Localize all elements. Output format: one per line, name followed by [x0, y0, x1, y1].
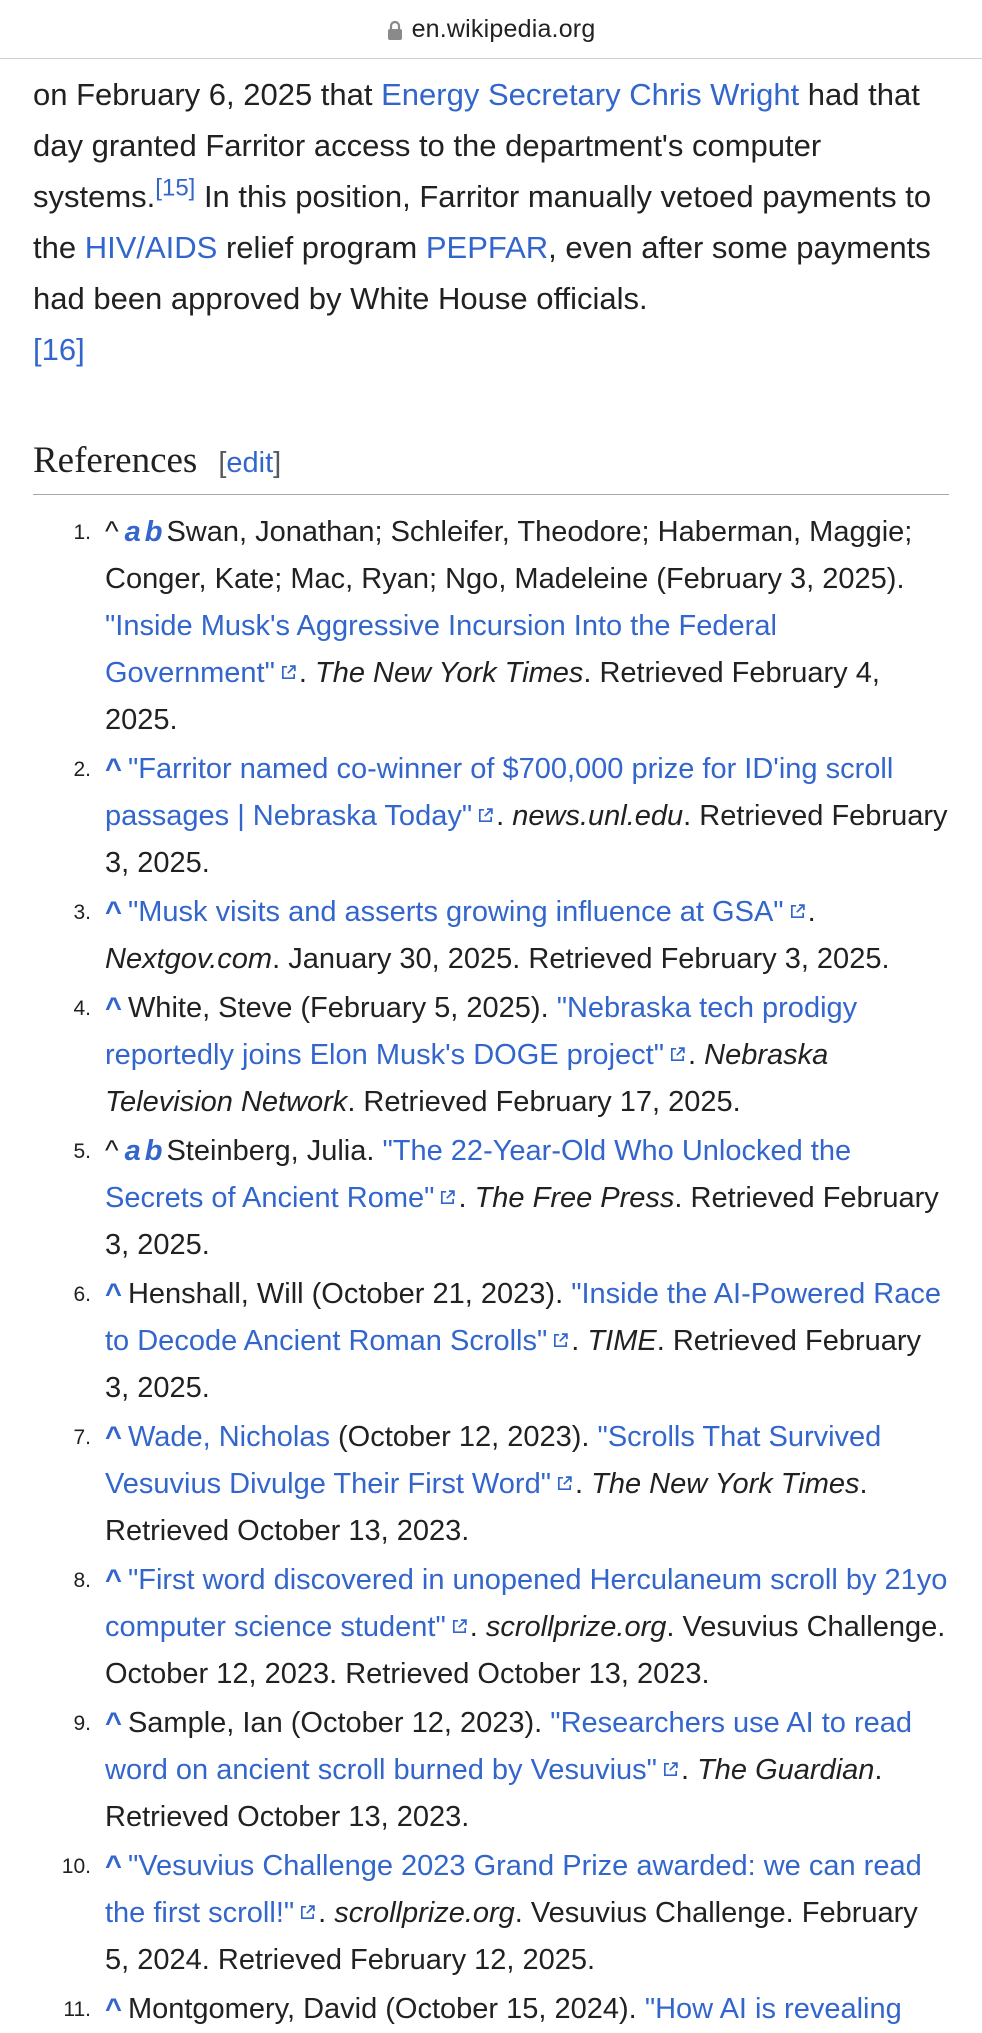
external-link-icon — [451, 1618, 468, 1635]
reference-number: 8. — [73, 1569, 91, 1592]
article-paragraph — [33, 69, 949, 375]
reference-item — [33, 1700, 949, 1841]
reference-title-link[interactable]: "Researchers use AI to read word on ancient scroll burned by Vesuvius" — [105, 1707, 912, 1786]
link-pepfar[interactable]: PEPFAR — [425, 230, 549, 265]
link-chris-wright[interactable]: Energy Secretary Chris Wright — [381, 77, 800, 112]
reference-separator: . — [807, 896, 816, 928]
reference-title-link[interactable]: "The 22-Year-Old Who Unlocked the Secrets of Ancient Rome" — [105, 1135, 852, 1214]
reference-number: 1. — [73, 521, 91, 544]
reference-text: Swan, Jonathan; Schleifer, Theodore; Haberman, Maggie; Conger, Kate; Mac, Ryan; Ngo, Madeleine (February 3, 2025). — [105, 516, 913, 595]
reference-item — [33, 1557, 949, 1698]
references-heading-row — [33, 439, 949, 495]
edit-section — [218, 447, 281, 480]
reference-number: 7. — [73, 1426, 91, 1449]
reference-title-link[interactable]: "Vesuvius Challenge 2023 Grand Prize awarded: we can read the first scroll!" — [105, 1850, 922, 1929]
external-link-icon — [477, 807, 494, 824]
backlink-caret[interactable]: ^ — [105, 992, 122, 1024]
backlink-b[interactable]: b — [144, 516, 163, 548]
para-text: relief program — [217, 230, 426, 265]
reference-item — [33, 509, 949, 744]
reference-title-link[interactable]: "Scrolls That Survived Vesuvius Divulge Their First Word" — [105, 1421, 882, 1500]
reference-retrieved: . Retrieved October 13, 2023. — [105, 1468, 868, 1547]
article-content — [0, 69, 982, 2033]
reference-retrieved: . Retrieved February 17, 2025. — [347, 1086, 741, 1118]
reference-number: 9. — [73, 1712, 91, 1735]
citation-15[interactable]: [15] — [155, 174, 196, 202]
reference-item — [33, 1843, 949, 1984]
lock-icon — [387, 20, 403, 40]
edit-link[interactable]: edit — [226, 447, 274, 479]
references-heading: References — [33, 440, 198, 481]
reference-retrieved: . Retrieved October 13, 2023. — [105, 1754, 883, 1833]
reference-item — [33, 1271, 949, 1412]
external-link-icon — [662, 1761, 679, 1778]
reference-number: 5. — [73, 1140, 91, 1163]
backlink-caret[interactable]: ^ — [105, 1278, 122, 1310]
reference-separator: . — [496, 800, 513, 832]
reference-number: 10. — [61, 1855, 91, 1878]
para-text: on February 6, 2025 that — [33, 77, 382, 112]
author-link[interactable]: Wade, Nicholas — [127, 1421, 330, 1453]
reference-item — [33, 1128, 949, 1269]
reference-separator: . — [318, 1897, 335, 1929]
external-link-icon — [789, 903, 806, 920]
backlink-caret[interactable]: ^ — [105, 1850, 122, 1882]
reference-item — [33, 1414, 949, 1555]
link-hiv-aids[interactable]: HIV/AIDS — [84, 230, 218, 265]
reference-separator: . — [688, 1039, 705, 1071]
reference-retrieved: . Vesuvius Challenge. February 5, 2024. Retrieved February 12, 2025. — [105, 1897, 918, 1976]
reference-work: The New York Times — [591, 1468, 860, 1500]
para-text: had that day granted Farritor access to the department's computer systems. — [33, 77, 920, 214]
reference-item — [33, 985, 949, 1126]
backlink-b[interactable]: b — [144, 1135, 163, 1167]
reference-text: (October 12, 2023). — [329, 1421, 598, 1453]
external-link-icon — [439, 1189, 456, 1206]
para-text: In this position, Farritor manually vetoed payments to the — [33, 179, 932, 265]
reference-text: Sample, Ian (October 12, 2023). — [127, 1707, 551, 1739]
citation-16[interactable]: [16] — [33, 332, 85, 367]
reference-work: news.unl.edu — [512, 800, 684, 832]
reference-number: 6. — [73, 1283, 91, 1306]
reference-title-link[interactable]: "How AI is revealing — [644, 1993, 902, 2025]
backlink-caret[interactable]: ^ — [105, 1564, 122, 1596]
reference-title-link[interactable]: "First word discovered in unopened Herculaneum scroll by 21yo computer science student" — [105, 1564, 948, 1643]
reference-separator: . — [680, 1754, 698, 1786]
bracket: [ — [218, 447, 227, 479]
backlink-caret: ^ — [105, 1135, 119, 1167]
external-link-icon — [280, 664, 297, 681]
reference-item — [33, 746, 949, 887]
reference-title-link[interactable]: "Musk visits and asserts growing influence at GSA" — [127, 896, 784, 928]
reference-number: 4. — [73, 997, 91, 1020]
references-list — [33, 509, 949, 2033]
reference-work: scrollprize.org — [334, 1897, 515, 1929]
external-link-icon — [299, 1904, 316, 1921]
reference-work: scrollprize.org — [485, 1611, 667, 1643]
bracket: ] — [273, 447, 282, 479]
reference-title-link[interactable]: "Farritor named co-winner of $700,000 prize for ID'ing scroll passages | Nebraska Today" — [105, 753, 894, 832]
backlink-a[interactable]: a — [124, 516, 141, 548]
external-link-icon — [552, 1332, 569, 1349]
reference-work: The New York Times — [315, 657, 584, 689]
backlink-caret[interactable]: ^ — [105, 1707, 122, 1739]
para-text: , even after some payments had been approved by White House officials. — [33, 230, 931, 316]
reference-work: TIME — [587, 1325, 657, 1357]
reference-separator: . — [571, 1325, 588, 1357]
reference-separator: . — [469, 1611, 486, 1643]
reference-retrieved: . Vesuvius Challenge. October 12, 2023. Retrieved October 13, 2023. — [105, 1611, 946, 1690]
reference-work: The Free Press — [474, 1182, 675, 1214]
reference-title-link[interactable]: "Inside the AI-Powered Race to Decode Ancient Roman Scrolls" — [105, 1278, 941, 1357]
external-link-icon — [669, 1046, 686, 1063]
reference-work: The Guardian — [697, 1754, 875, 1786]
reference-item — [33, 1986, 949, 2033]
reference-item — [33, 889, 949, 983]
reference-number: 11. — [63, 1998, 91, 2021]
reference-text: White, Steve (February 5, 2025). — [127, 992, 557, 1024]
reference-work: Nextgov.com — [105, 943, 273, 975]
reference-retrieved: . Retrieved February 3, 2025. — [105, 800, 948, 879]
reference-retrieved: . Retrieved February 4, 2025. — [105, 657, 880, 736]
external-link-icon — [556, 1475, 573, 1492]
backlink-caret[interactable]: ^ — [105, 1421, 122, 1453]
reference-text: Steinberg, Julia. — [166, 1135, 383, 1167]
reference-work: Nebraska Television Network — [105, 1039, 829, 1118]
reference-text: Montgomery, David (October 15, 2024). — [127, 1993, 645, 2025]
address-bar[interactable] — [0, 0, 982, 59]
reference-number: 3. — [73, 901, 91, 924]
backlink-caret: ^ — [105, 516, 119, 548]
reference-title-link[interactable]: "Nebraska tech prodigy reportedly joins Elon Musk's DOGE project" — [105, 992, 858, 1071]
backlink-caret[interactable]: ^ — [105, 753, 122, 785]
reference-retrieved: . January 30, 2025. Retrieved February 3, 2025. — [272, 943, 890, 975]
reference-number: 2. — [73, 758, 91, 781]
reference-separator: . — [575, 1468, 592, 1500]
url-domain: en.wikipedia.org — [411, 14, 596, 43]
reference-separator: . — [298, 657, 315, 689]
reference-title-link[interactable]: "Inside Musk's Aggressive Incursion Into the Federal Government" — [105, 610, 777, 689]
reference-retrieved: . Retrieved February 3, 2025. — [105, 1325, 922, 1404]
backlink-a[interactable]: a — [124, 1135, 141, 1167]
reference-separator: . — [458, 1182, 475, 1214]
reference-retrieved: . Retrieved February 3, 2025. — [105, 1182, 939, 1261]
backlink-caret[interactable]: ^ — [105, 1993, 122, 2025]
reference-text: Henshall, Will (October 21, 2023). — [127, 1278, 572, 1310]
backlink-caret[interactable]: ^ — [105, 896, 122, 928]
